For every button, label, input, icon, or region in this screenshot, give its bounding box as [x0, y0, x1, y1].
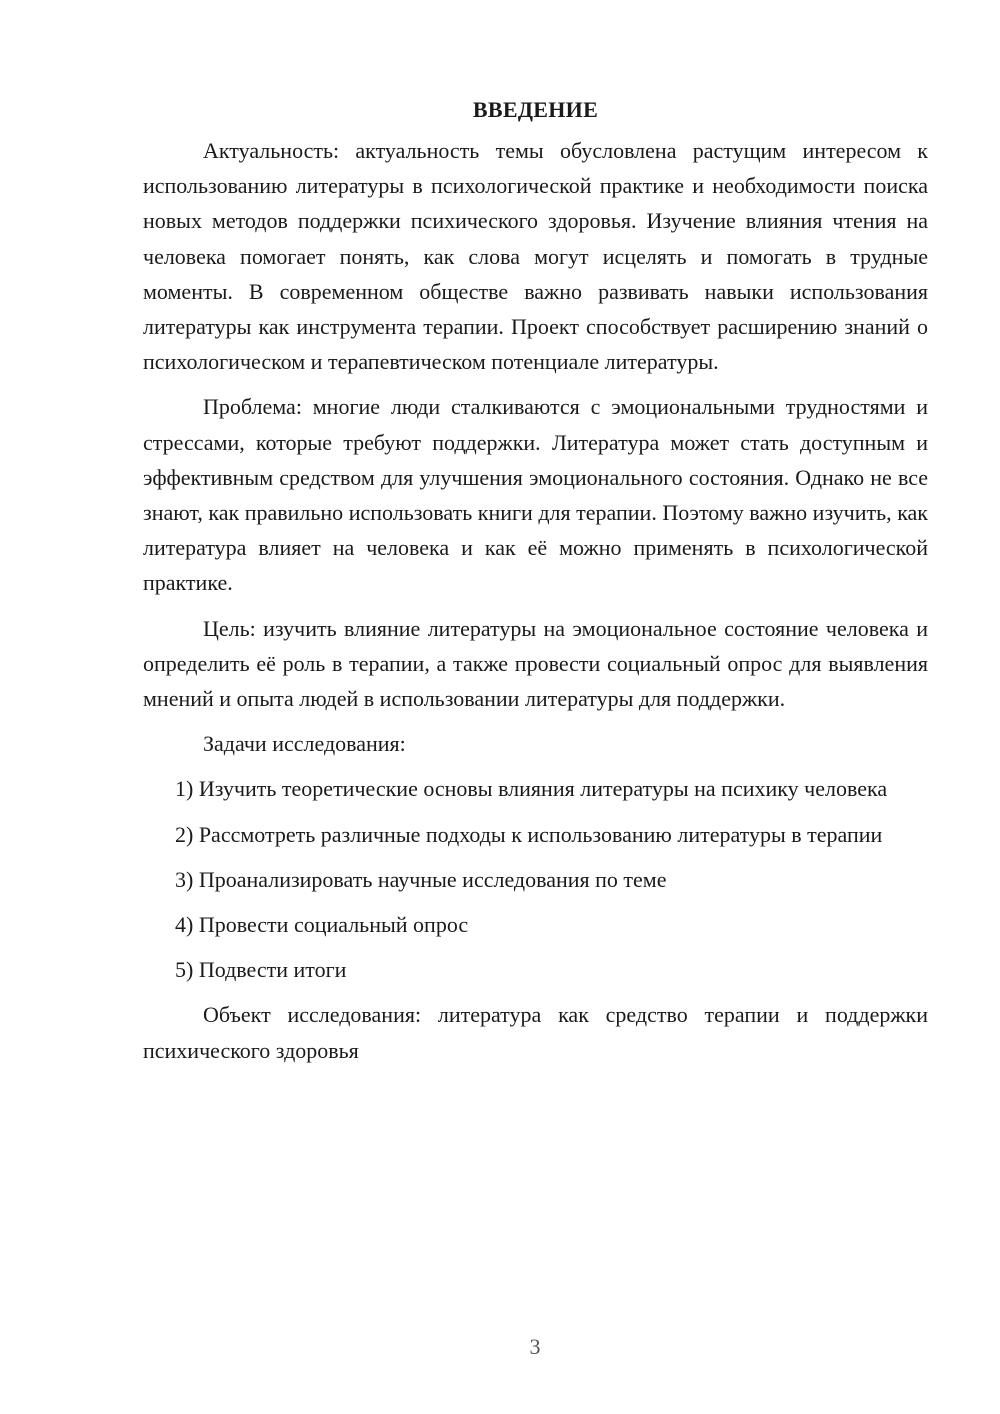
- task-item-4: 4) Провести социальный опрос: [175, 912, 469, 938]
- document-page: [143, 95, 928, 1078]
- tasks-heading: Задачи исследования:: [203, 731, 406, 757]
- page-number: 3: [529, 1334, 541, 1359]
- task-item-2: 2) Рассмотреть различные подходы к использованию литературы в терапии: [175, 821, 883, 847]
- paragraph-goal: Цель: изучить влияние литературы на эмоциональное состояние человека и определить её роль в терапии, а также провести социальный опрос для выявления мнений и опыта людей в использовании литературы для поддержки.: [143, 615, 928, 712]
- task-item-3: 3) Проанализировать научные исследования по теме: [175, 866, 667, 892]
- paragraph-problem: Проблема: многие люди сталкиваются с эмоциональными трудностями и стрессами, которые требуют поддержки. Литература может стать доступным и эффективным средством для улучшения эмоционального состояния. Однако не все знают, как правильно использовать книги для терапии. Поэтому важно изучить, как литература влияет на человека и как её можно применять в психологической практике.: [143, 394, 928, 596]
- section-title: ВВЕДЕНИЕ: [472, 97, 599, 122]
- task-item-1: 1) Изучить теоретические основы влияния литературы на психику человека: [175, 776, 888, 802]
- task-item-5: 5) Подвести итоги: [175, 957, 347, 983]
- paragraph-object: Объект исследования: литература как средство терапии и поддержки психического здоровья: [143, 1002, 928, 1063]
- paragraph-relevance: Актуальность: актуальность темы обусловлена растущим интересом к использованию литературы в психологической практике и необходимости поиска новых методов поддержки психического здоровья. Изучение влияния чтения на человека помогает понять, как слова могут исцелять и помогать в трудные моменты. В современном обществе важно развивать навыки использования литературы как инструмента терапии. Проект способствует расширению знаний о психологическом и терапевтическом потенциале литературы.: [143, 138, 928, 375]
